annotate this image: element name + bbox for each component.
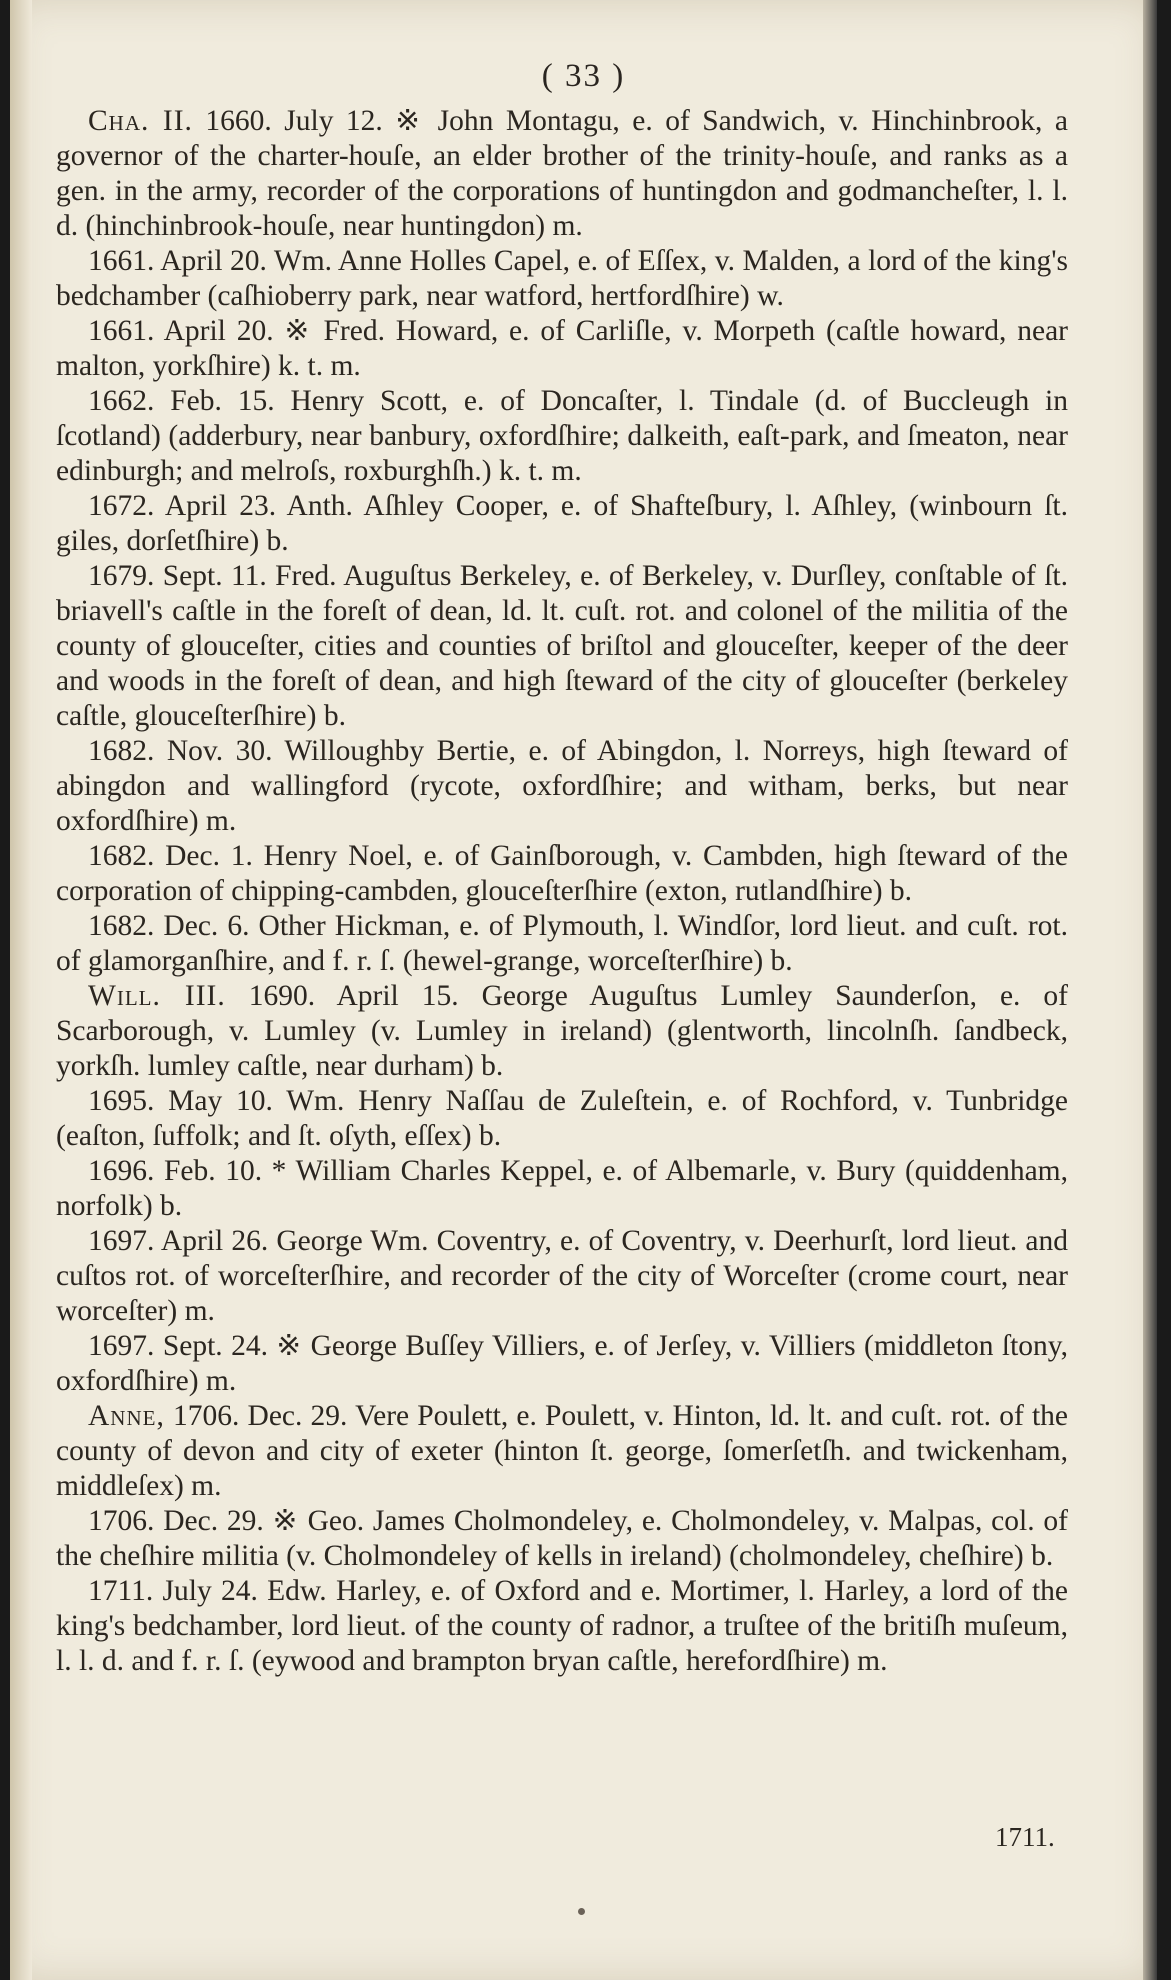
entry-text: 1697. April 26. George Wm. Coventry, e. of Coventry, v. Deerhurſt, lord lieut. and cuſtos rot. of worceſterſhire, and recorder of the city of Worceſter (crome court, near worceſter) m.: [56, 1225, 1068, 1327]
entry: [56, 1154, 1068, 1224]
entry: [56, 384, 1068, 489]
entry-text: 1695. May 10. Wm. Henry Naſſau de Zuleſtein, e. of Rochford, v. Tunbridge (eaſton, ſuffolk; and ſt. oſyth, eſſex) b.: [56, 1085, 1068, 1152]
book-page: [10, 0, 1157, 1980]
page-number: ( 33 ): [541, 58, 626, 94]
entry: [56, 734, 1068, 839]
entry: [56, 1329, 1068, 1399]
entry: [56, 979, 1068, 1084]
entry: [56, 1574, 1068, 1679]
reign-label: Will. III.: [88, 980, 226, 1012]
entry-text: 1711. July 24. Edw. Harley, e. of Oxford and e. Mortimer, l. Harley, a lord of the king's bedchamber, lord lieut. of the county of radnor, a truſtee of the britiſh muſeum, l. l. d. and f. r. ſ. (eywood and brampton bryan caſtle, herefordſhire) m.: [56, 1575, 1068, 1677]
reign-label: Cha. II.: [88, 105, 193, 137]
entry-text: 1682. Dec. 1. Henry Noel, e. of Gainſborough, v. Cambden, high ſteward of the corporation of chipping-cambden, glouceſterſhire (exton, rutlandſhire) b.: [56, 840, 1068, 907]
reign-label: Anne,: [88, 1400, 165, 1432]
entries-text: [56, 104, 1068, 1679]
entry: [56, 1504, 1068, 1574]
entry-text: 1679. Sept. 11. Fred. Auguſtus Berkeley, e. of Berkeley, v. Durſley, conſtable of ſt. briavell's caſtle in the foreſt of dean, ld. lt. cuſt. rot. and colonel of the militia of the county of glouceſter, cities and counties of briſtol and glouceſter, keeper of the deer and woods in the foreſt of dean, and high ſteward of the city of glouceſter (berkeley caſtle, glouceſterſhire) b.: [56, 560, 1068, 732]
entry-text: 1682. Nov. 30. Willoughby Bertie, e. of Abingdon, l. Norreys, high ſteward of abingdon and wallingford (rycote, oxfordſhire; and witham, berks, but near oxfordſhire) m.: [56, 735, 1068, 837]
entry-text: 1661. April 20. Wm. Anne Holles Capel, e. of Eſſex, v. Malden, a lord of the king's bedchamber (caſhioberry park, near watford, hertfordſhire) w.: [56, 245, 1068, 312]
entry: [56, 559, 1068, 734]
page-edge: [1143, 0, 1157, 1980]
entry-text: 1706. Dec. 29. Vere Poulett, e. Poulett, v. Hinton, ld. lt. and cuſt. rot. of the county of devon and city of exeter (hinton ſt. george, ſomerſetſh. and twickenham, middleſex) m.: [56, 1400, 1068, 1502]
entry: [56, 1084, 1068, 1154]
entry: [56, 909, 1068, 979]
page-gutter: [10, 0, 32, 1980]
entry-text: 1682. Dec. 6. Other Hickman, e. of Plymouth, l. Windſor, lord lieut. and cuſt. rot. of glamorganſhire, and f. r. ſ. (hewel-grange, worceſterſhire) b.: [56, 910, 1068, 977]
entry: [56, 314, 1068, 384]
entry-text: 1672. April 23. Anth. Aſhley Cooper, e. of Shafteſbury, l. Aſhley, (winbourn ſt. giles, dorſetſhire) b.: [56, 490, 1068, 557]
entry: [56, 1399, 1068, 1504]
ink-dot: [578, 1908, 585, 1915]
entry-text: 1697. Sept. 24. ※ George Buſſey Villiers, e. of Jerſey, v. Villiers (middleton ſtony, oxfordſhire) m.: [56, 1330, 1068, 1397]
catchword: 1711.: [995, 1822, 1055, 1852]
entry-text: 1661. April 20. ※ Fred. Howard, e. of Carliſle, v. Morpeth (caſtle howard, near malton, yorkſhire) k. t. m.: [56, 315, 1068, 382]
entry: [56, 839, 1068, 909]
entry: [56, 489, 1068, 559]
entry-text: 1696. Feb. 10. * William Charles Keppel, e. of Albemarle, v. Bury (quiddenham, norfolk) b.: [56, 1155, 1068, 1222]
entry-text: 1690. April 15. George Auguſtus Lumley Saunderſon, e. of Scarborough, v. Lumley (v. Lumley in ireland) (glentworth, lincolnſh. ſandbeck, yorkſh. lumley caſtle, near durham) b.: [56, 980, 1068, 1082]
entry-text: 1662. Feb. 15. Henry Scott, e. of Doncaſter, l. Tindale (d. of Buccleugh in ſcotland) (adderbury, near banbury, oxfordſhire; dalkeith, eaſt-park, and ſmeaton, near edinburgh; and melroſs, roxburghſh.) k. t. m.: [56, 385, 1068, 487]
entry-text: 1660. July 12. ※ John Montagu, e. of Sandwich, v. Hinchinbrook, a governor of the charter-houſe, an elder brother of the trinity-houſe, and ranks as a gen. in the army, recorder of the corporations of huntingdon and godmancheſter, l. l. d. (hinchinbrook-houſe, near huntingdon) m.: [56, 105, 1069, 242]
entry: [56, 104, 1068, 244]
entry-text: 1706. Dec. 29. ※ Geo. James Cholmondeley, e. Cholmondeley, v. Malpas, col. of the cheſhire militia (v. Cholmondeley of kells in ireland) (cholmondeley, cheſhire) b.: [56, 1505, 1068, 1572]
entry: [56, 244, 1068, 314]
entry: [56, 1224, 1068, 1329]
